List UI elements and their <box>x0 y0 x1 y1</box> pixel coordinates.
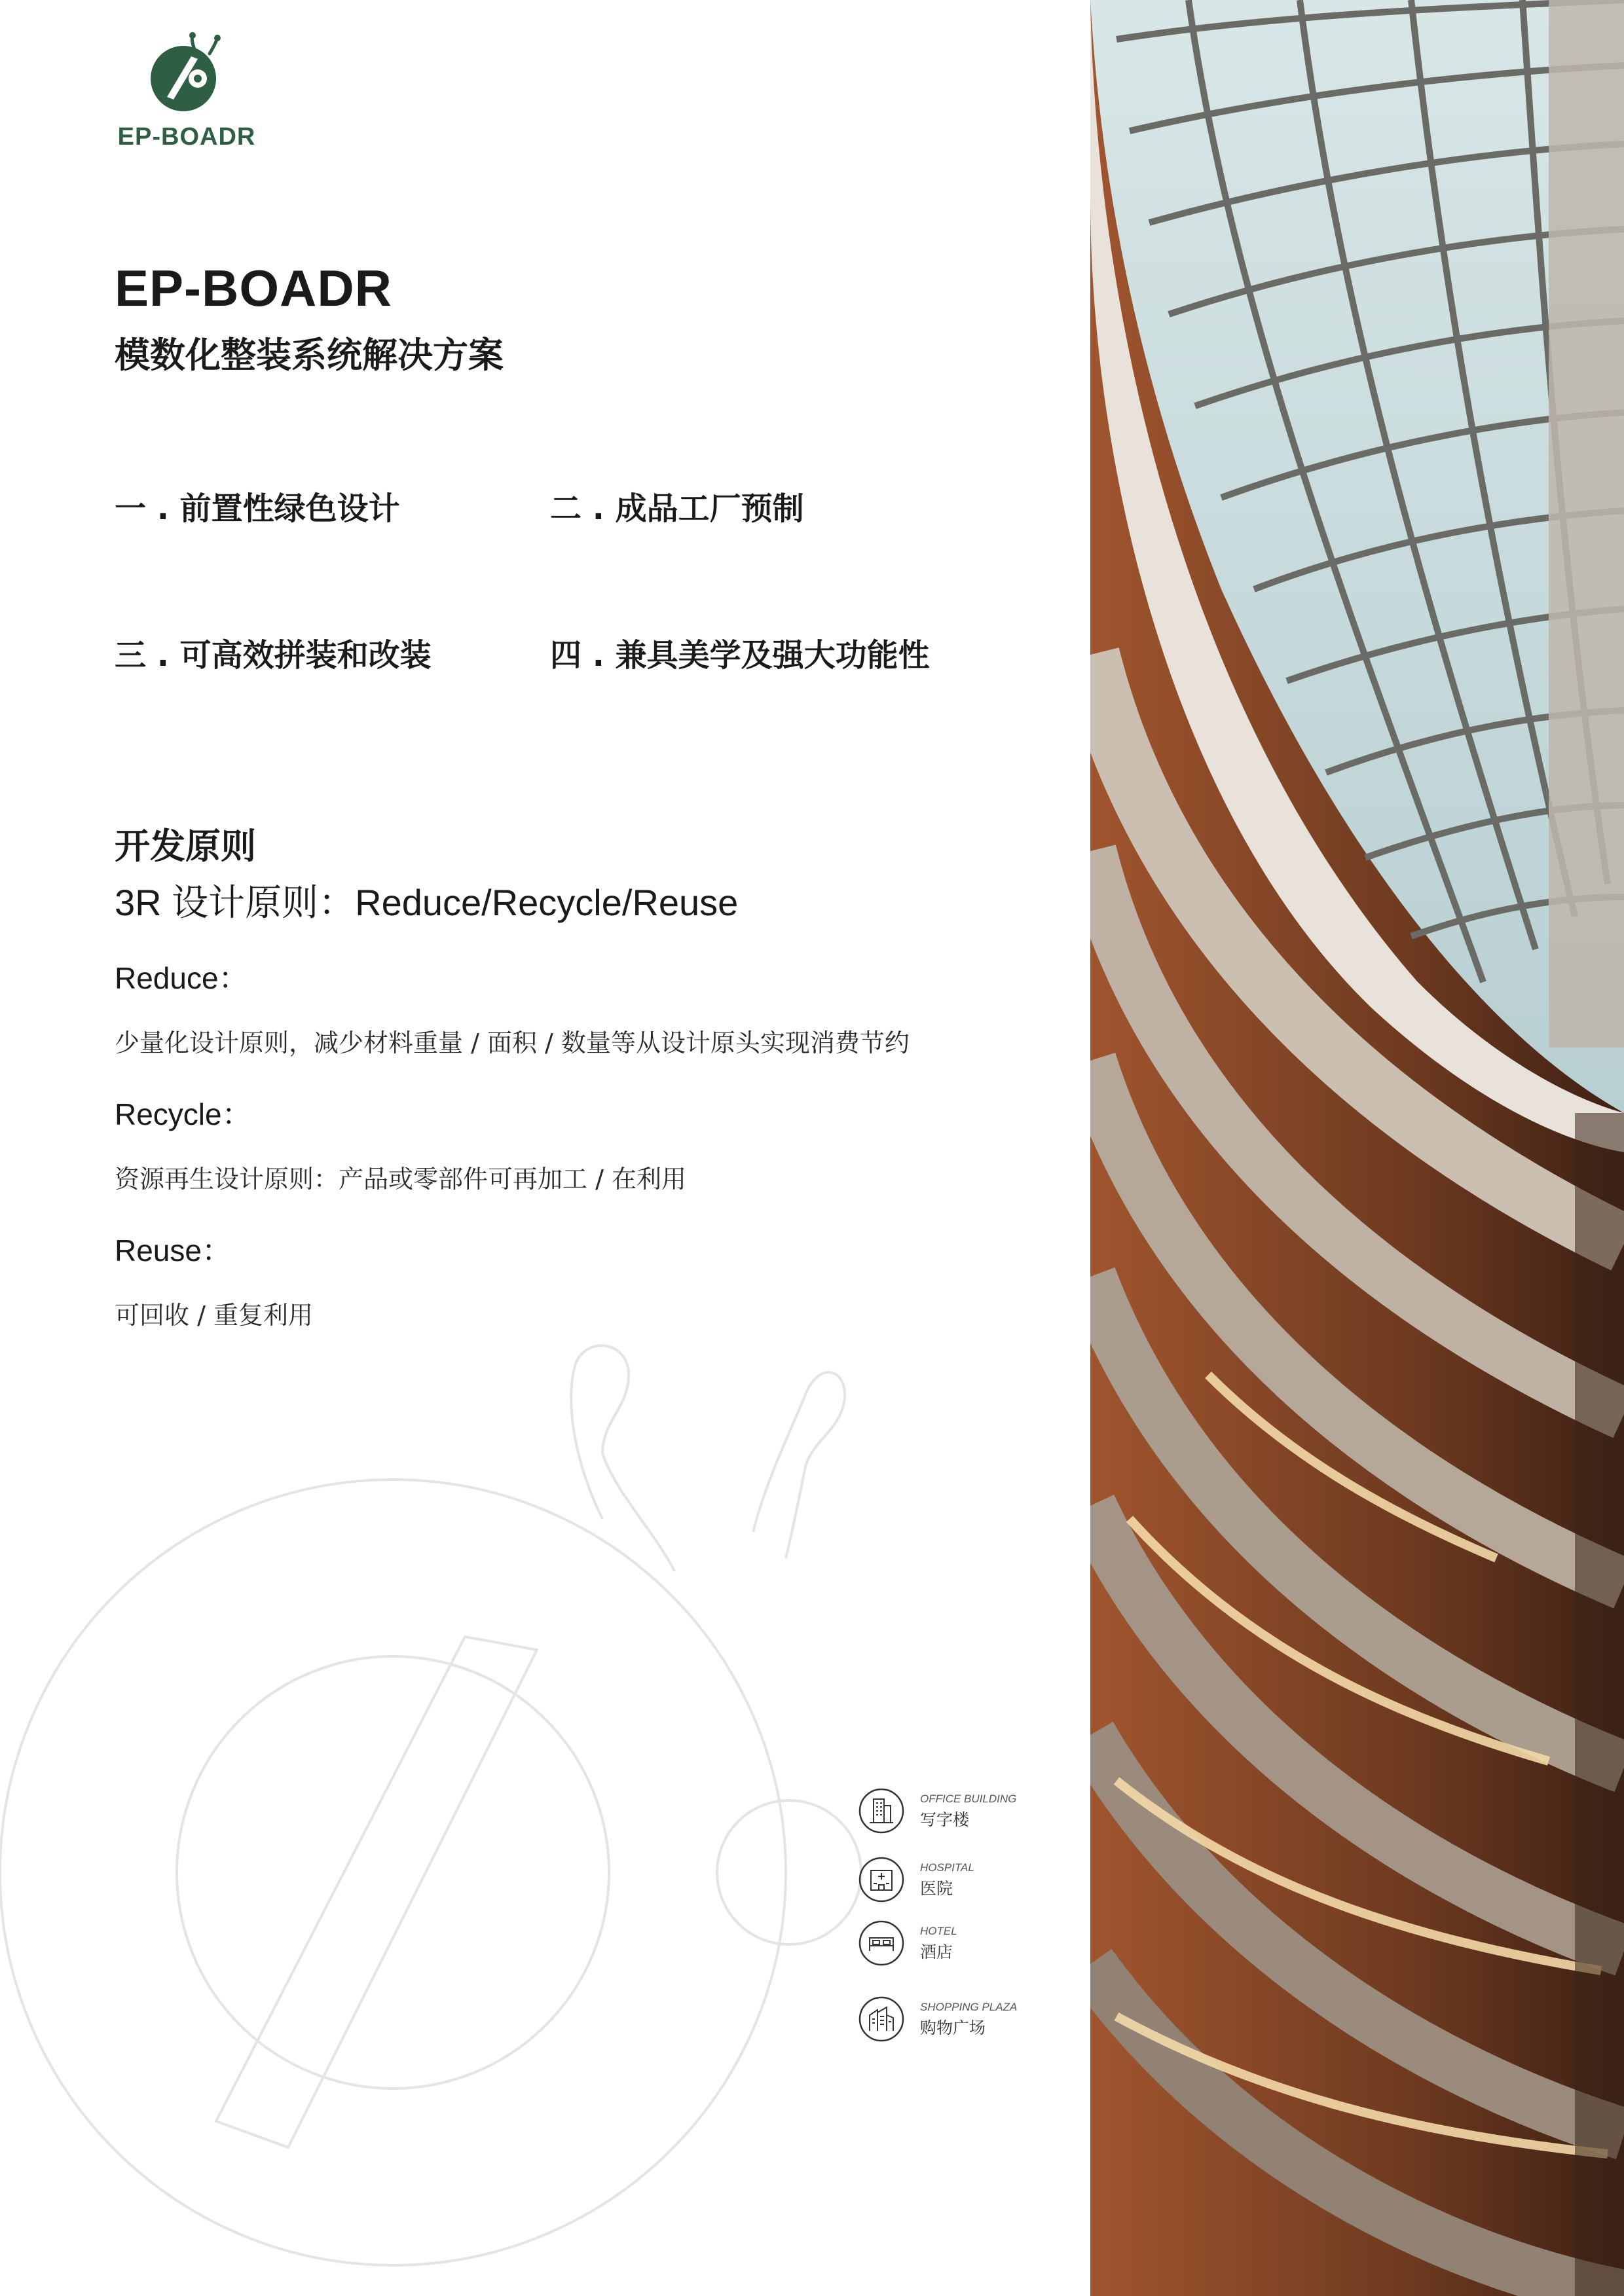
principles-subheading: 3R 设计原则：Reduce/Recycle/Reuse <box>115 882 739 923</box>
page-subtitle: 模数化整装系统解决方案 <box>115 335 504 376</box>
category-hospital <box>858 1856 1054 1908</box>
principle-title-reduce: Reduce： <box>115 961 249 995</box>
category-label-cn: 写字楼 <box>920 1810 970 1829</box>
feature-item-3: 三 . 可高效拼装和改装 <box>115 637 432 674</box>
principle-desc-reduce: 少量化设计原则，减少材料重量 / 面积 / 数量等从设计原头实现消费节约 <box>115 1029 910 1057</box>
feature-item-2: 二 . 成品工厂预制 <box>550 490 804 527</box>
brand-logo <box>115 31 259 156</box>
category-hotel <box>858 1920 1054 1972</box>
principle-desc-reuse: 可回收 / 重复利用 <box>115 1301 313 1330</box>
architecture-photo <box>1090 0 1624 2296</box>
category-label-cn: 酒店 <box>920 1942 953 1961</box>
atrium-skylight-image <box>1090 0 1624 2296</box>
feature-item-4: 四 . 兼具美学及强大功能性 <box>550 637 930 674</box>
category-label-en: HOSPITAL <box>920 1861 974 1874</box>
category-shopping-plaza <box>858 1995 1054 2048</box>
hospital-icon <box>858 1856 905 1903</box>
principle-title-recycle: Recycle： <box>115 1097 252 1131</box>
category-label-cn: 医院 <box>920 1879 953 1898</box>
shopping-plaza-icon <box>858 1995 905 2043</box>
brand-logo-text: EP-BOADR <box>117 123 256 151</box>
category-label-en: SHOPPING PLAZA <box>920 2001 1018 2013</box>
principle-title-reuse: Reuse： <box>115 1233 232 1267</box>
hotel-bed-icon <box>858 1920 905 1967</box>
office-building-icon <box>858 1787 905 1834</box>
category-label-en: HOTEL <box>920 1925 957 1937</box>
category-office-building <box>858 1787 1054 1840</box>
principle-desc-recycle: 资源再生设计原则：产品或零部件可再加工 / 在利用 <box>115 1165 686 1194</box>
category-label-cn: 购物广场 <box>920 2018 986 2037</box>
feature-item-1: 一 . 前置性绿色设计 <box>115 490 400 527</box>
category-label-en: OFFICE BUILDING <box>920 1793 1017 1805</box>
page-title: EP-BOADR <box>115 259 393 317</box>
principles-heading: 开发原则 <box>115 826 256 867</box>
brand-logo-icon <box>144 31 229 117</box>
